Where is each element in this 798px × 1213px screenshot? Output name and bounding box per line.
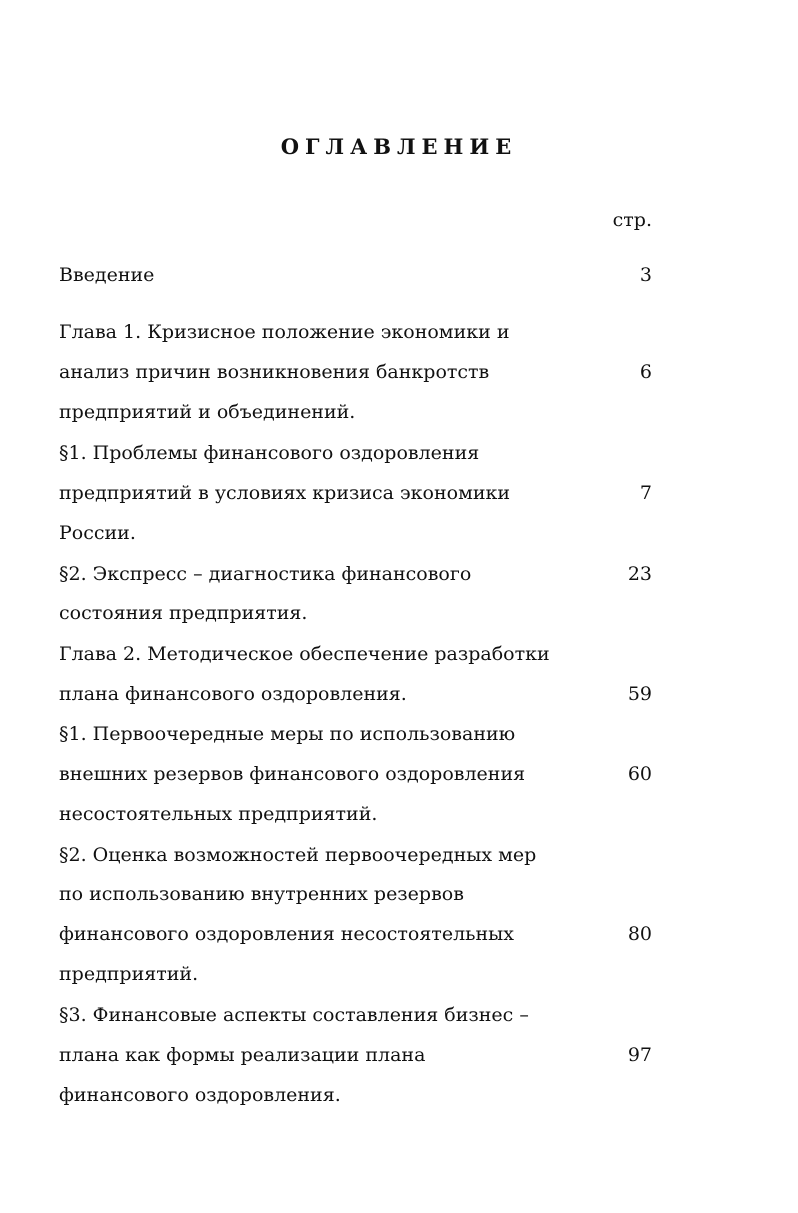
toc-entry-chapter-1-line-3: предприятий и объединений. <box>59 401 356 423</box>
toc-entry-ch1-section-1-page: 7 <box>639 482 652 504</box>
toc-entry-ch1-section-2-page: 23 <box>627 563 652 585</box>
toc-entry-ch2-section-2-page: 80 <box>627 923 652 945</box>
toc-entry-chapter-1-page: 6 <box>639 361 652 383</box>
toc-entry-ch2-section-2-line-1: §2. Оценка возможностей первоочередных мер <box>59 844 537 866</box>
page-title: ОГЛАВЛЕНИЕ <box>280 134 518 159</box>
toc-entry-ch1-section-1-line-3: России. <box>59 522 136 544</box>
toc-entry-ch2-section-3-line-1: §3. Финансовые аспекты составления бизнес – <box>59 1004 529 1026</box>
toc-entry-ch2-section-3-line-2: плана как формы реализации плана <box>59 1044 426 1066</box>
toc-entry-ch2-section-3-line-3: финансового оздоровления. <box>59 1084 341 1106</box>
toc-entry-introduction-line-1: Введение <box>59 264 155 286</box>
toc-entry-ch2-section-2-line-3: финансового оздоровления несостоятельных <box>59 923 514 945</box>
toc-entry-introduction-page: 3 <box>639 264 652 286</box>
toc-entry-ch2-section-1-line-3: несостоятельных предприятий. <box>59 803 378 825</box>
toc-entry-ch2-section-2-line-4: предприятий. <box>59 963 199 985</box>
toc-entry-chapter-2-line-2: плана финансового оздоровления. <box>59 683 407 705</box>
toc-entry-ch1-section-1-line-1: §1. Проблемы финансового оздоровления <box>59 442 480 464</box>
toc-entry-ch2-section-1-page: 60 <box>627 763 652 785</box>
toc-entry-chapter-2-line-1: Глава 2. Методическое обеспечение разработки <box>59 643 550 665</box>
toc-entry-chapter-1-line-1: Глава 1. Кризисное положение экономики и <box>59 321 510 343</box>
toc-entry-chapter-2-page: 59 <box>627 683 652 705</box>
toc-entry-ch2-section-1-line-1: §1. Первоочередные меры по использованию <box>59 723 516 745</box>
toc-entry-ch2-section-2-line-2: по использованию внутренних резервов <box>59 883 464 905</box>
toc-entry-ch2-section-3-page: 97 <box>627 1044 652 1066</box>
page-column-label: стр. <box>612 209 652 231</box>
toc-entry-chapter-1-line-2: анализ причин возникновения банкротств <box>59 361 490 383</box>
toc-entry-ch1-section-2-line-1: §2. Экспресс – диагностика финансового <box>59 563 472 585</box>
toc-entry-ch2-section-1-line-2: внешних резервов финансового оздоровления <box>59 763 526 785</box>
toc-entry-ch1-section-2-line-2: состояния предприятия. <box>59 602 308 624</box>
toc-entry-ch1-section-1-line-2: предприятий в условиях кризиса экономики <box>59 482 511 504</box>
